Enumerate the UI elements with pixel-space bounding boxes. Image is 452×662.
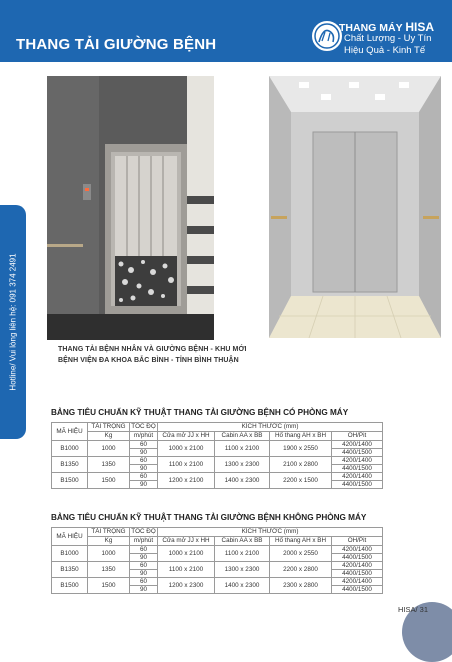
cell-load: 1500	[88, 578, 130, 594]
cell-oh: 4400/1500	[332, 481, 383, 489]
cell-oh: 4200/1400	[332, 457, 383, 465]
col-header-dims: KÍCH THƯỚC (mm)	[158, 423, 383, 432]
brand-slogan-2: Hiệu Quả - Kinh Tế	[344, 45, 426, 56]
cell-speed: 60	[130, 457, 158, 465]
cell-oh: 4400/1500	[332, 554, 383, 562]
col-header-load: TẢI TRỌNG	[88, 423, 130, 432]
page-header	[0, 0, 452, 62]
cell-cabin: 1300 x 2300	[215, 457, 270, 473]
cell-cabin: 1100 x 2100	[215, 441, 270, 457]
cell-door: 1100 x 2100	[158, 457, 215, 473]
col-header-model: MÃ HIỆU	[52, 423, 88, 441]
cell-door: 1100 x 2100	[158, 562, 215, 578]
cell-load: 1000	[88, 546, 130, 562]
cell-cabin: 1400 x 2300	[215, 473, 270, 489]
cell-cabin: 1300 x 2300	[215, 562, 270, 578]
table-row	[52, 457, 383, 465]
cell-oh: 4200/1400	[332, 546, 383, 554]
cell-load: 1350	[88, 562, 130, 578]
cell-oh: 4400/1500	[332, 465, 383, 473]
cell-model: B1500	[52, 473, 88, 489]
cell-shaft: 2200 x 2800	[270, 562, 332, 578]
cell-speed: 60	[130, 441, 158, 449]
spec-table-machine-roomless	[51, 527, 383, 594]
cell-oh: 4200/1400	[332, 562, 383, 570]
cell-door: 1200 x 2300	[158, 578, 215, 594]
cell-speed: 90	[130, 586, 158, 594]
table-row	[52, 473, 383, 481]
page-title: THANG TẢI GIƯỜNG BỆNH	[16, 36, 217, 53]
cell-oh: 4400/1500	[332, 570, 383, 578]
photo-caption-line-1: THANG TẢI BỆNH NHÂN VÀ GIƯỜNG BỆNH - KHU MỚI	[58, 346, 247, 353]
cell-door: 1000 x 2100	[158, 546, 215, 562]
cell-oh: 4200/1400	[332, 473, 383, 481]
col-header-door: Cửa mở JJ x HH	[158, 537, 215, 546]
cell-load: 1500	[88, 473, 130, 489]
col-header-oh: OH/Pit	[332, 537, 383, 546]
col-header-speed: TỐC ĐỘ	[131, 423, 156, 430]
table-row	[52, 546, 383, 554]
cell-oh: 4400/1500	[332, 449, 383, 457]
table-row	[52, 578, 383, 586]
cell-speed: 60	[130, 578, 158, 586]
col-header-oh: OH/Pit	[332, 432, 383, 441]
cell-model: B1000	[52, 546, 88, 562]
col-header-cabin: Cabin AA x BB	[215, 432, 270, 441]
cell-model: B1000	[52, 441, 88, 457]
cell-load: 1350	[88, 457, 130, 473]
hotline-text: Hotline/ Vui lòng liên hệ: 091 374 2491	[8, 253, 18, 391]
col-header-load-unit: Kg	[88, 537, 130, 546]
col-header-model: MÃ HIỆU	[52, 528, 88, 546]
col-header-dims: KÍCH THƯỚC (mm)	[158, 528, 383, 537]
cell-shaft: 2200 x 1500	[270, 473, 332, 489]
brand-name: THANG MÁY HISA	[339, 20, 434, 34]
table-row	[52, 562, 383, 570]
cell-shaft: 2100 x 2800	[270, 457, 332, 473]
photo-elevator-entrance	[47, 76, 214, 340]
cell-speed: 90	[130, 570, 158, 578]
cell-cabin: 1100 x 2100	[215, 546, 270, 562]
col-header-load-unit: Kg	[88, 432, 130, 441]
photo-caption-line-2: BỆNH VIỆN ĐA KHOA BẮC BÌNH - TỈNH BÌNH THUẬN	[58, 357, 239, 364]
cell-oh: 4200/1400	[332, 578, 383, 586]
cell-speed: 90	[130, 465, 158, 473]
cell-load: 1000	[88, 441, 130, 457]
col-header-shaft: Hố thang AH x BH	[270, 537, 332, 546]
cell-model: B1350	[52, 562, 88, 578]
col-header-speed-unit: m/phút	[130, 432, 158, 441]
col-header-load: TẢI TRỌNG	[88, 528, 130, 537]
cell-speed: 90	[130, 449, 158, 457]
hisa-logo-icon	[312, 21, 342, 51]
cell-oh: 4400/1500	[332, 586, 383, 594]
cell-speed: 60	[130, 473, 158, 481]
col-header-cabin: Cabin AA x BB	[215, 537, 270, 546]
table1-title: BẢNG TIÊU CHUẨN KỸ THUẬT THANG TẢI GIƯỜNG BỆNH CÓ PHÒNG MÁY	[51, 408, 349, 417]
cell-shaft: 2000 x 2550	[270, 546, 332, 562]
cell-shaft: 1900 x 2550	[270, 441, 332, 457]
cell-speed: 90	[130, 554, 158, 562]
cell-model: B1350	[52, 457, 88, 473]
cell-model: B1500	[52, 578, 88, 594]
cell-oh: 4200/1400	[332, 441, 383, 449]
col-header-speed: TỐC ĐỘ	[131, 528, 156, 535]
col-header-door: Cửa mở JJ x HH	[158, 432, 215, 441]
table-row	[52, 441, 383, 449]
cell-speed: 60	[130, 546, 158, 554]
cell-speed: 90	[130, 481, 158, 489]
brand-block	[312, 18, 452, 62]
table2-title: BẢNG TIÊU CHUẨN KỸ THUẬT THANG TẢI GIƯỜNG BỆNH KHÔNG PHÒNG MÁY	[51, 513, 367, 522]
col-header-speed-unit: m/phút	[130, 537, 158, 546]
col-header-shaft: Hố thang AH x BH	[270, 432, 332, 441]
cell-door: 1200 x 2100	[158, 473, 215, 489]
cell-shaft: 2300 x 2800	[270, 578, 332, 594]
cell-cabin: 1400 x 2300	[215, 578, 270, 594]
page-number: HISA/ 31	[398, 605, 429, 614]
cell-speed: 60	[130, 562, 158, 570]
cell-door: 1000 x 2100	[158, 441, 215, 457]
photo-elevator-cabin	[269, 76, 441, 338]
spec-table-with-machine-room	[51, 422, 383, 489]
brand-slogan-1: Chất Lượng - Uy Tín	[344, 33, 432, 44]
